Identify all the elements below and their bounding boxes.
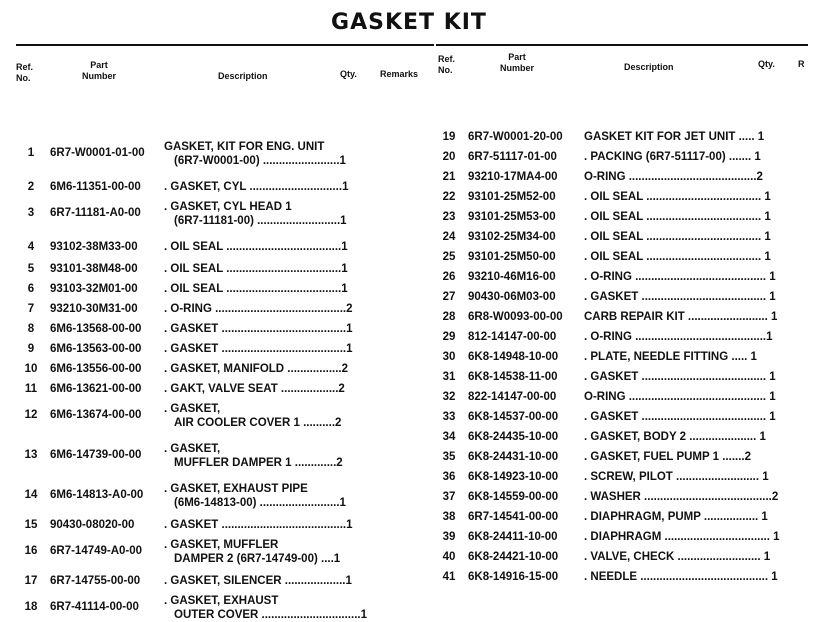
part-description <box>584 470 769 484</box>
description-line: DAMPER 2 (6R7-14749-00) ....1 <box>174 553 341 565</box>
table-header-right <box>436 46 818 84</box>
part-number: 6K8-24431-10-00 <box>468 451 559 463</box>
description-line: . GAKT, VALVE SEAT ..................2 <box>164 383 345 395</box>
ref-number: 29 <box>442 331 456 343</box>
part-number: 93102-25M34-00 <box>468 231 556 243</box>
part-description <box>584 390 776 404</box>
part-description <box>584 570 778 584</box>
part-number: 822-14147-00-00 <box>468 391 557 403</box>
part-number: 6K8-14948-10-00 <box>468 351 559 363</box>
part-number: 93101-25M52-00 <box>468 191 556 203</box>
part-number: 93101-25M50-00 <box>468 251 556 263</box>
part-number: 6K8-14923-10-00 <box>468 471 559 483</box>
part-description <box>584 330 773 344</box>
description-line: . GASKET .......................................1 <box>164 343 353 355</box>
ref-number: 5 <box>27 263 35 275</box>
ref-number: 15 <box>24 519 38 531</box>
part-number: 93210-46M16-00 <box>468 271 556 283</box>
description-line: . GASKET, MUFFLER <box>164 539 279 551</box>
part-description <box>164 594 367 622</box>
description-line: GASKET, KIT FOR ENG. UNIT <box>164 141 325 153</box>
part-number: 6R7-14755-00-00 <box>50 575 141 587</box>
description-line: . GASKET ....................................... 1 <box>584 411 776 423</box>
description-line: . OIL SEAL .................................... 1 <box>584 251 771 263</box>
part-number: 6R8-W0093-00-00 <box>468 311 563 323</box>
ref-number: 9 <box>27 343 35 355</box>
part-description <box>584 230 771 244</box>
description-line: . GASKET, FUEL PUMP 1 .......2 <box>584 451 752 463</box>
ref-number: 31 <box>442 371 456 383</box>
description-line: . GASKET, CYL .............................1 <box>164 181 349 193</box>
part-description <box>584 350 757 364</box>
part-description <box>164 538 340 566</box>
part-number: 93101-25M53-00 <box>468 211 556 223</box>
part-description <box>164 382 345 396</box>
part-description <box>584 170 763 184</box>
ref-number: 35 <box>442 451 456 463</box>
part-number: 6M6-13568-00-00 <box>50 323 142 335</box>
description-line: . GASKET, SILENCER ...................1 <box>164 575 352 587</box>
part-description <box>584 290 776 304</box>
part-description <box>164 574 352 588</box>
part-number: 812-14147-00-00 <box>468 331 557 343</box>
part-number: 6M6-13621-00-00 <box>50 383 142 395</box>
part-number: 6M6-13563-00-00 <box>50 343 142 355</box>
part-description <box>164 240 348 254</box>
ref-number: 18 <box>24 601 38 613</box>
description-line: . GASKET, EXHAUST <box>164 595 279 607</box>
part-description <box>584 510 768 524</box>
page-title: GASKET KIT <box>331 10 487 35</box>
part-number: 93102-38M33-00 <box>50 241 138 253</box>
part-description <box>584 130 764 144</box>
part-description <box>164 362 348 376</box>
ref-number: 37 <box>442 491 456 503</box>
ref-number: 23 <box>442 211 456 223</box>
part-description <box>584 250 771 264</box>
part-number: 6R7-14541-00-00 <box>468 511 559 523</box>
description-line: (6R7-W0001-00) ........................1 <box>174 155 346 167</box>
description-line: . OIL SEAL .................................... 1 <box>584 211 771 223</box>
part-number: 93103-32M01-00 <box>50 283 138 295</box>
description-line: CARB REPAIR KIT ......................... 1 <box>584 311 778 323</box>
ref-number: 22 <box>442 191 456 203</box>
ref-number: 13 <box>24 449 38 461</box>
part-number: 6K8-14538-11-00 <box>468 371 558 383</box>
ref-number: 20 <box>442 151 456 163</box>
description-line: . GASKET .......................................1 <box>164 519 353 531</box>
description-line: . OIL SEAL ....................................1 <box>164 263 348 275</box>
description-line: OUTER COVER ...............................1 <box>174 609 367 621</box>
part-description <box>164 322 353 336</box>
part-description <box>584 190 771 204</box>
ref-number: 32 <box>442 391 456 403</box>
part-number: 90430-08020-00 <box>50 519 135 531</box>
part-description <box>164 442 343 470</box>
part-number: 6R7-11181-A0-00 <box>50 207 141 219</box>
part-description <box>584 490 778 504</box>
part-description <box>164 282 348 296</box>
header-part: Part Number <box>82 60 117 81</box>
ref-number: 27 <box>442 291 456 303</box>
ref-number: 8 <box>27 323 35 335</box>
description-line: . O-RING .........................................1 <box>584 331 773 343</box>
header-part: Part Number <box>500 52 535 73</box>
header-description: Description <box>218 71 268 81</box>
ref-number: 12 <box>24 409 38 421</box>
header-ref: Ref. No. <box>438 54 456 75</box>
ref-number: 10 <box>24 363 38 375</box>
header-description: Description <box>624 62 674 72</box>
part-number: 6K8-24421-10-00 <box>468 551 559 563</box>
description-line: . OIL SEAL ....................................1 <box>164 283 348 295</box>
ref-number: 16 <box>24 545 38 557</box>
part-description <box>584 550 770 564</box>
description-line: . O-RING ......................................... 1 <box>584 271 776 283</box>
description-line: (6R7-11181-00) ..........................1 <box>174 215 347 227</box>
ref-number: 1 <box>27 147 35 159</box>
description-line: MUFFLER DAMPER 1 .............2 <box>174 457 343 469</box>
part-description <box>164 302 353 316</box>
part-number: 6M6-14813-A0-00 <box>50 489 144 501</box>
ref-number: 14 <box>24 489 38 501</box>
ref-number: 38 <box>442 511 456 523</box>
part-number: 6K8-14559-00-00 <box>468 491 559 503</box>
part-description <box>584 450 751 464</box>
ref-number: 40 <box>442 551 456 563</box>
description-line: . WASHER ........................................2 <box>584 491 779 503</box>
description-line: . OIL SEAL .................................... 1 <box>584 231 771 243</box>
table-header-left <box>16 46 434 84</box>
description-line: . O-RING .........................................2 <box>164 303 353 315</box>
part-number: 6M6-13556-00-00 <box>50 363 142 375</box>
part-description <box>164 200 347 228</box>
description-line: . GASKET, <box>164 403 221 415</box>
part-description <box>164 342 353 356</box>
part-number: 6K8-24435-10-00 <box>468 431 559 443</box>
part-description <box>164 518 353 532</box>
part-number: 6M6-14739-00-00 <box>50 449 142 461</box>
part-number: 93210-17MA4-00 <box>468 171 558 183</box>
description-line: O-RING ........................................... 1 <box>584 391 776 403</box>
ref-number: 11 <box>24 383 38 395</box>
part-description <box>164 402 341 430</box>
description-line: . GASKET .......................................1 <box>164 323 353 335</box>
description-line: . SCREW, PILOT .......................... 1 <box>584 471 769 483</box>
ref-number: 41 <box>442 571 456 583</box>
header-qty: Qty. <box>758 59 775 69</box>
part-number: 6R7-W0001-20-00 <box>468 131 563 143</box>
description-line: O-RING ........................................2 <box>584 171 763 183</box>
ref-number: 3 <box>27 207 35 219</box>
description-line: . PACKING (6R7-51117-00) ....... 1 <box>584 151 761 163</box>
part-description <box>584 430 766 444</box>
ref-number: 24 <box>442 231 456 243</box>
ref-number: 17 <box>24 575 38 587</box>
part-description <box>164 262 348 276</box>
ref-number: 25 <box>442 251 456 263</box>
ref-number: 2 <box>27 181 35 193</box>
part-number: 93101-38M48-00 <box>50 263 138 275</box>
description-line: GASKET KIT FOR JET UNIT ..... 1 <box>584 131 765 143</box>
part-number: 6M6-13674-00-00 <box>50 409 142 421</box>
description-line: . NEEDLE ........................................ 1 <box>584 571 778 583</box>
part-description <box>584 370 776 384</box>
description-line: . OIL SEAL ....................................1 <box>164 241 348 253</box>
description-line: . DIAPHRAGM, PUMP ................. 1 <box>584 511 768 523</box>
description-line: AIR COOLER COVER 1 ..........2 <box>174 417 342 429</box>
ref-number: 34 <box>442 431 456 443</box>
ref-number: 4 <box>27 241 35 253</box>
description-line: . VALVE, CHECK .......................... 1 <box>584 551 771 563</box>
part-number: 6R7-41114-00-00 <box>50 601 139 613</box>
header-remarks: Remarks <box>380 69 419 79</box>
header-ref: Ref. No. <box>16 62 34 83</box>
ref-number: 33 <box>442 411 456 423</box>
ref-number: 6 <box>27 283 35 295</box>
description-line: . GASKET, BODY 2 ..................... 1 <box>584 431 766 443</box>
right-parts-column <box>436 44 818 583</box>
ref-number: 28 <box>442 311 456 323</box>
description-line: . GASKET, MANIFOLD .................2 <box>164 363 349 375</box>
description-line: . PLATE, NEEDLE FITTING ..... 1 <box>584 351 757 363</box>
part-number: 6R7-W0001-01-00 <box>50 147 145 159</box>
description-line: . GASKET, CYL HEAD 1 <box>164 201 292 213</box>
part-number: 6K8-14916-15-00 <box>468 571 559 583</box>
header-qty: Qty. <box>340 69 357 79</box>
ref-number: 30 <box>442 351 456 363</box>
part-number: 6R7-14749-A0-00 <box>50 545 143 557</box>
ref-number: 19 <box>442 131 456 143</box>
description-line: . GASKET ....................................... 1 <box>584 291 776 303</box>
part-description <box>164 482 346 510</box>
description-line: . OIL SEAL .................................... 1 <box>584 191 771 203</box>
part-description <box>584 270 776 284</box>
description-line: . GASKET, EXHAUST PIPE <box>164 483 308 495</box>
part-number: 90430-06M03-00 <box>468 291 556 303</box>
part-description <box>164 140 346 168</box>
part-number: 6R7-51117-01-00 <box>468 151 557 163</box>
ref-number: 36 <box>442 471 456 483</box>
ref-number: 7 <box>27 303 35 315</box>
part-description <box>584 310 777 324</box>
part-description <box>584 410 776 424</box>
part-description <box>164 180 348 194</box>
description-line: . GASKET, <box>164 443 221 455</box>
part-number: 93210-30M31-00 <box>50 303 138 315</box>
part-number: 6K8-24411-10-00 <box>468 531 558 543</box>
description-line: (6M6-14813-00) .........................1 <box>174 497 346 509</box>
part-number: 6M6-11351-00-00 <box>50 181 141 193</box>
part-description <box>584 530 780 544</box>
part-description <box>584 150 761 164</box>
description-line: . GASKET ....................................... 1 <box>584 371 776 383</box>
part-number: 6K8-14537-00-00 <box>468 411 559 423</box>
part-description <box>584 210 771 224</box>
ref-number: 39 <box>442 531 456 543</box>
ref-number: 26 <box>442 271 456 283</box>
ref-number: 21 <box>442 171 456 183</box>
header-remarks: R <box>798 59 805 69</box>
left-parts-column <box>16 44 434 621</box>
description-line: . DIAPHRAGM ................................. 1 <box>584 531 780 543</box>
